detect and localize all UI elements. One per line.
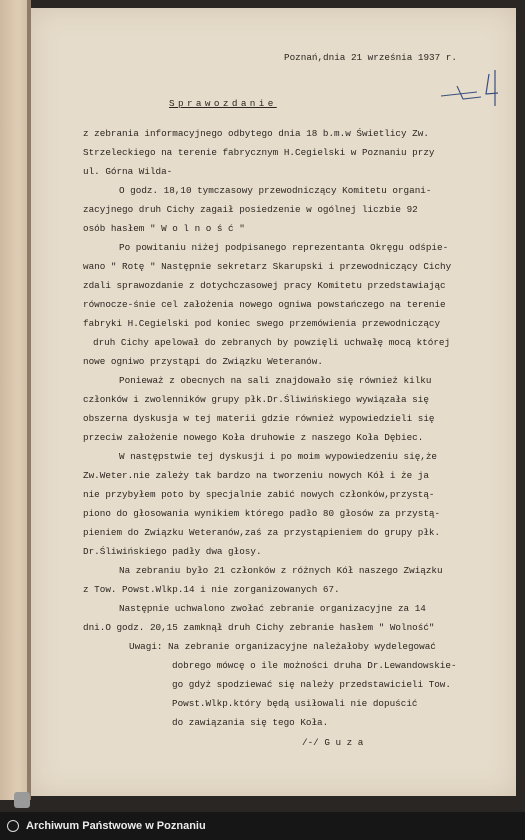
text-line: wano " Rotę " Następnie sekretarz Skarupski i przewodniczący Cichy [83, 261, 452, 272]
remarks-line: Uwagi: Na zebranie organizacyjne należałoby wydelegować [129, 641, 436, 652]
remarks-line: dobrego mówcę o ile możności druha Dr.Lewandowskie- [172, 660, 457, 671]
archive-logo-icon [7, 820, 19, 832]
text-line: Zw.Weter.nie zależy tak bardzo na tworzeniu nowych Kół i że ja [83, 470, 429, 481]
text-line: W następstwie tej dyskusji i po moim wypowiedzeniu się,że [119, 451, 438, 462]
text-line: pieniem do Związku Weteranów,zaś za przystąpieniem do grupy płk. [83, 527, 441, 538]
text-line: Na zebraniu było 21 członków z różnych Kół naszego Związku [119, 565, 443, 576]
archive-footer [0, 812, 525, 840]
text-line: obszerna dyskusja w tej materii gdzie również wypowiedzieli się [83, 413, 435, 424]
binder-clip [14, 792, 30, 808]
text-line: Następnie uchwalono zwołać zebranie organizacyjne za 14 [119, 603, 426, 614]
text-line: ul. Górna Wilda- [83, 166, 173, 177]
signature: /-/ G u z a [302, 737, 364, 748]
text-line: przeciw założenie nowego Koła druhowie z naszego Koła Dębiec. [83, 432, 424, 443]
text-line: piono do głosowania wynikiem którego padło 80 głosów za przystą- [83, 508, 441, 519]
text-line: Dr.Śliwińskiego padły dwa głosy. [83, 546, 262, 557]
text-line: Strzeleckiego na terenie fabrycznym H.Cegielski w Poznaniu przy [83, 147, 435, 158]
document-page [31, 8, 516, 796]
text-line: Po powitaniu niżej podpisanego reprezentanta Okręgu odśpie- [119, 242, 449, 253]
document-title: Sprawozdanie [169, 98, 277, 109]
date-line: Poznań,dnia 21 września 1937 r. [284, 52, 457, 63]
remarks-line: do zawiązania się tego Koła. [172, 717, 329, 728]
text-line: członków i zwolenników grupy płk.Dr.Śliwińskiego wywiązała się [83, 394, 429, 405]
text-line: zdali sprawozdanie z dotychczasowej pracy Komitetu przedstawiając [83, 280, 446, 291]
text-line: nie przybyłem poto by specjalnie zabić nowych członków,przystą- [83, 489, 435, 500]
remarks-line: Powst.Wlkp.który będą usiłowali nie dopuścić [172, 698, 418, 709]
handwritten-mark-icon [437, 66, 509, 108]
text-line: z zebrania informacyjnego odbytego dnia 18 b.m.w Świetlicy Zw. [83, 128, 429, 139]
text-line: fabryki H.Cegielski pod koniec swego przemówienia przewodniczący [83, 318, 441, 329]
text-line: osób hasłem " W o l n o ś ć " [83, 223, 245, 234]
remarks-line: go gdyż spodziewać się należy przedstawicieli Tow. [172, 679, 451, 690]
text-line: druh Cichy apelował do zebranych by powzięli uchwałę mocą której [93, 337, 451, 348]
text-line: dni.O godz. 20,15 zamknął druh Cichy zebranie hasłem " Wolność" [83, 622, 435, 633]
text-line: O godz. 18,10 tymczasowy przewodniczący Komitetu organi- [119, 185, 432, 196]
archive-name: Archiwum Państwowe w Poznaniu [26, 820, 206, 832]
previous-page-edge [0, 0, 30, 800]
document-text [31, 8, 516, 796]
text-line: nowe ogniwo przystąpi do Związku Weteranów. [83, 356, 323, 367]
text-line: zacyjnego druh Cichy zagaił posiedzenie w ogólnej liczbie 92 [83, 204, 418, 215]
text-line: Ponieważ z obecnych na sali znajdowało się również kilku [119, 375, 432, 386]
text-line: z Tow. Powst.Wlkp.14 i nie zorganizowanych 67. [83, 584, 340, 595]
text-line: równocze-śnie cel założenia nowego ogniwa powstańczego na terenie [83, 299, 446, 310]
